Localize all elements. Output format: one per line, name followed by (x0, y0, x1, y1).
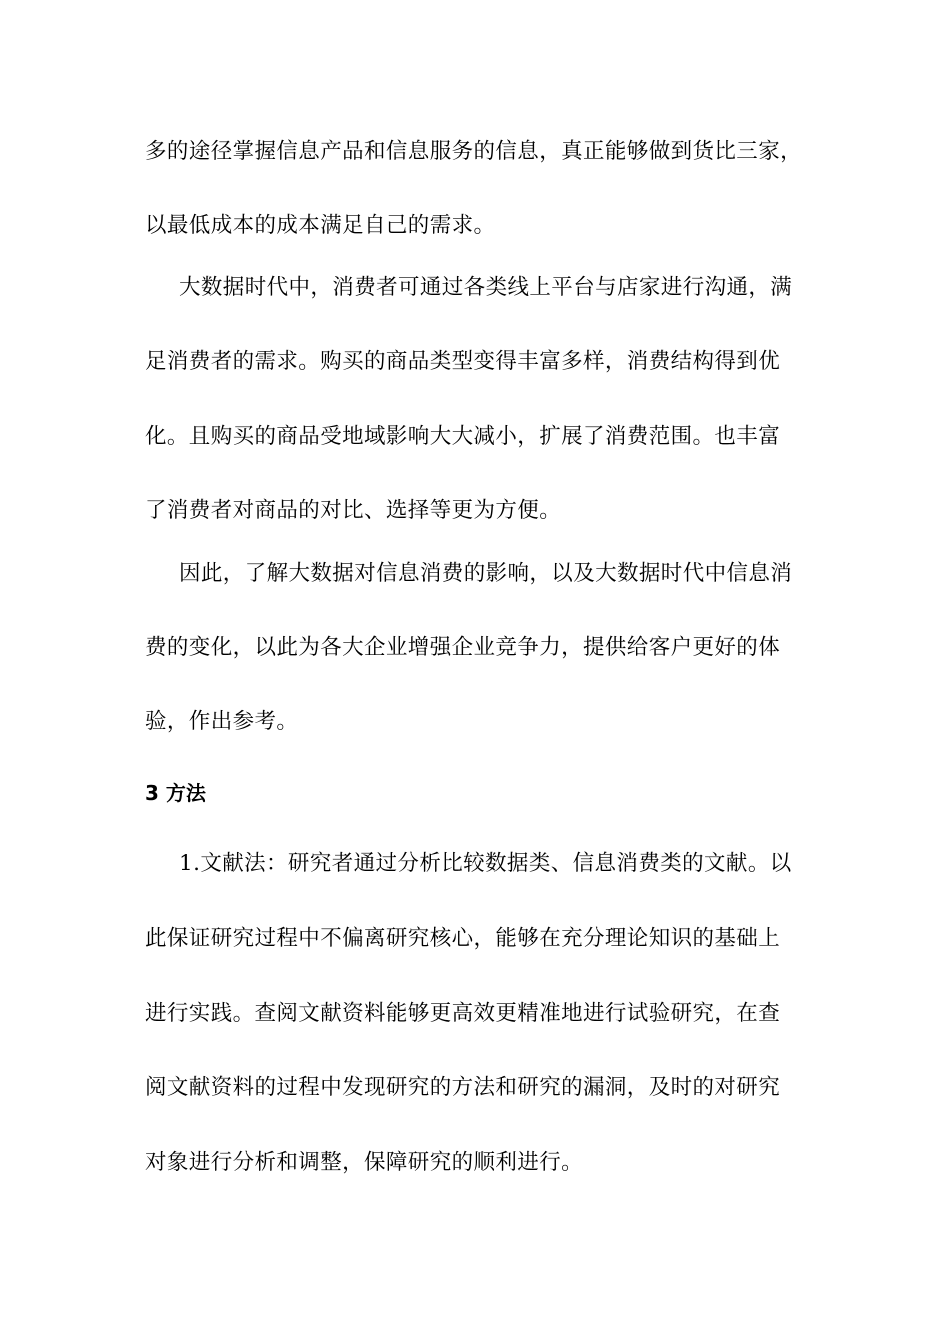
paragraph-4-line-1: 1.文献法：研究者通过分析比较数据类、信息消费类的文献。以 (179, 851, 792, 876)
section-heading: 3 方法 (145, 781, 206, 805)
paragraph-4-line-3: 进行实践。查阅文献资料能够更高效更精准地进行试验研究，在查 (145, 1001, 781, 1026)
paragraph-2-line-2: 足消费者的需求。购买的商品类型变得丰富多样，消费结构得到优 (145, 349, 781, 374)
paragraph-4-line-4: 阅文献资料的过程中发现研究的方法和研究的漏洞，及时的对研究 (145, 1075, 781, 1100)
paragraph-2-line-1: 大数据时代中，消费者可通过各类线上平台与店家进行沟通，满 (179, 275, 793, 300)
paragraph-1-line-1: 多的途径掌握信息产品和信息服务的信息，真正能够做到货比三家， (145, 139, 803, 164)
paragraph-2-line-3: 化。且购买的商品受地域影响大大减小，扩展了消费范围。也丰富 (145, 424, 781, 449)
paragraph-4-line-2: 此保证研究过程中不偏离研究核心，能够在充分理论知识的基础上 (145, 926, 781, 951)
paragraph-4-line-5: 对象进行分析和调整，保障研究的顺利进行。 (145, 1150, 584, 1175)
paragraph-2-line-4: 了消费者对商品的对比、选择等更为方便。 (145, 498, 562, 523)
paragraph-1-line-2: 以最低成本的成本满足自己的需求。 (145, 213, 496, 238)
paragraph-3-line-1: 因此，了解大数据对信息消费的影响，以及大数据时代中信息消 (179, 561, 793, 586)
paragraph-3-line-3: 验，作出参考。 (145, 709, 299, 734)
paragraph-3-line-2: 费的变化，以此为各大企业增强企业竞争力，提供给客户更好的体 (145, 635, 781, 660)
